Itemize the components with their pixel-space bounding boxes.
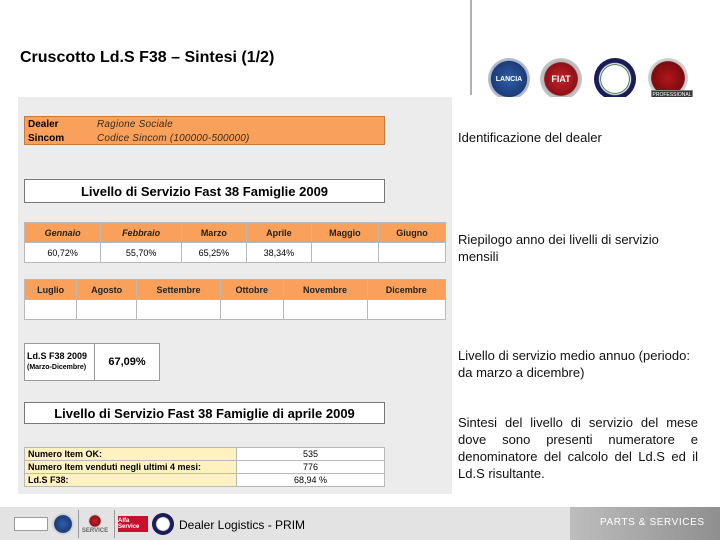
fiat-small-icon xyxy=(88,514,102,528)
month-header: Marzo xyxy=(181,223,246,243)
items-value: 68,94 % xyxy=(237,474,385,487)
footer-separator xyxy=(78,510,79,538)
month-header: Gennaio xyxy=(25,223,101,243)
lancia-small-icon xyxy=(52,513,74,535)
month-value xyxy=(136,300,220,320)
months-header-row xyxy=(25,280,446,300)
month-value: 55,70% xyxy=(101,243,181,263)
month-header: Febbraio xyxy=(101,223,181,243)
lancia-logo-icon: LANCIA xyxy=(488,58,530,100)
months-header-row xyxy=(25,223,446,243)
months-value-row xyxy=(25,243,446,263)
items-key: Ld.S F38: xyxy=(25,474,237,487)
dealer-row xyxy=(25,117,384,131)
dealer-box xyxy=(24,116,385,145)
month-value: 38,34% xyxy=(246,243,311,263)
items-row xyxy=(25,461,385,474)
month-value xyxy=(283,300,367,320)
items-row xyxy=(25,474,385,487)
month-header: Dicembre xyxy=(367,280,445,300)
brand-logos xyxy=(488,54,703,102)
month-header: Maggio xyxy=(311,223,378,243)
fiat-logo-icon: FIAT xyxy=(540,58,582,100)
month-value xyxy=(25,300,77,320)
month-header: Aprile xyxy=(246,223,311,243)
parts-services-label: PARTS & SERVICES xyxy=(600,517,705,528)
months-value-row xyxy=(25,300,446,320)
fiat-service-logo xyxy=(80,513,110,535)
month-value xyxy=(367,300,445,320)
sincom-value: Codice Sincom (100000-500000) xyxy=(97,132,250,144)
alfa-small-icon xyxy=(152,513,174,535)
label-month-synthesis: Sintesi del livello di servizio del mese dove sono presenti numeratore e denominatore del calcolo del Ld.S ed il Ld.S risultante. xyxy=(458,415,698,481)
month-value xyxy=(378,243,445,263)
items-key: Numero Item venduti negli ultimi 4 mesi: xyxy=(25,461,237,474)
sincom-key: Sincom xyxy=(28,132,65,144)
month-header: Agosto xyxy=(77,280,137,300)
months-table-1 xyxy=(24,222,446,263)
divider xyxy=(470,0,472,95)
month-value xyxy=(77,300,137,320)
items-value: 776 xyxy=(237,461,385,474)
footer-small-logo-icon xyxy=(14,517,48,531)
box1-title: Livello di Servizio Fast 38 Famiglie 2009 xyxy=(24,179,385,203)
footer-separator xyxy=(114,510,115,538)
service-label: SERVICE xyxy=(81,528,109,534)
month-header: Novembre xyxy=(283,280,367,300)
alfa-romeo-logo-icon xyxy=(594,58,636,100)
month-header: Ottobre xyxy=(220,280,283,300)
items-row xyxy=(25,448,385,461)
annual-service-level-box xyxy=(24,343,160,381)
label-monthly-summary: Riepilogo anno dei livelli di servizio mensili xyxy=(458,232,659,264)
annual-label-main: Ld.S F38 2009 xyxy=(27,351,88,361)
box2-title: Livello di Servizio Fast 38 Famiglie di aprile 2009 xyxy=(24,402,385,424)
alfa-service-logo: Alfa Service xyxy=(118,516,148,532)
month-value: 65,25% xyxy=(181,243,246,263)
month-header: Giugno xyxy=(378,223,445,243)
items-key: Numero Item OK: xyxy=(25,448,237,461)
month-header: Luglio xyxy=(25,280,77,300)
professional-label: PROFESSIONAL xyxy=(652,91,692,98)
month-value xyxy=(311,243,378,263)
footer-text: Dealer Logistics - PRIM xyxy=(179,518,306,532)
month-value xyxy=(220,300,283,320)
label-annual-average: Livello di servizio medio annuo (periodo: da marzo a dicembre) xyxy=(458,348,690,380)
items-value: 535 xyxy=(237,448,385,461)
items-table xyxy=(24,447,385,487)
label-dealer-identification: Identificazione del dealer xyxy=(458,130,602,145)
page-title: Cruscotto Ld.S F38 – Sintesi (1/2) xyxy=(20,49,275,66)
annual-label-sub: (Marzo-Dicembre) xyxy=(27,364,87,371)
annual-label xyxy=(25,344,95,380)
footer xyxy=(0,507,720,540)
months-table-2 xyxy=(24,279,446,320)
annual-value: 67,09% xyxy=(108,356,146,368)
sincom-row xyxy=(25,131,384,145)
dealer-key: Dealer xyxy=(28,118,59,130)
month-header: Settembre xyxy=(136,280,220,300)
month-value: 60,72% xyxy=(25,243,101,263)
dealer-value: Ragione Sociale xyxy=(97,118,173,130)
